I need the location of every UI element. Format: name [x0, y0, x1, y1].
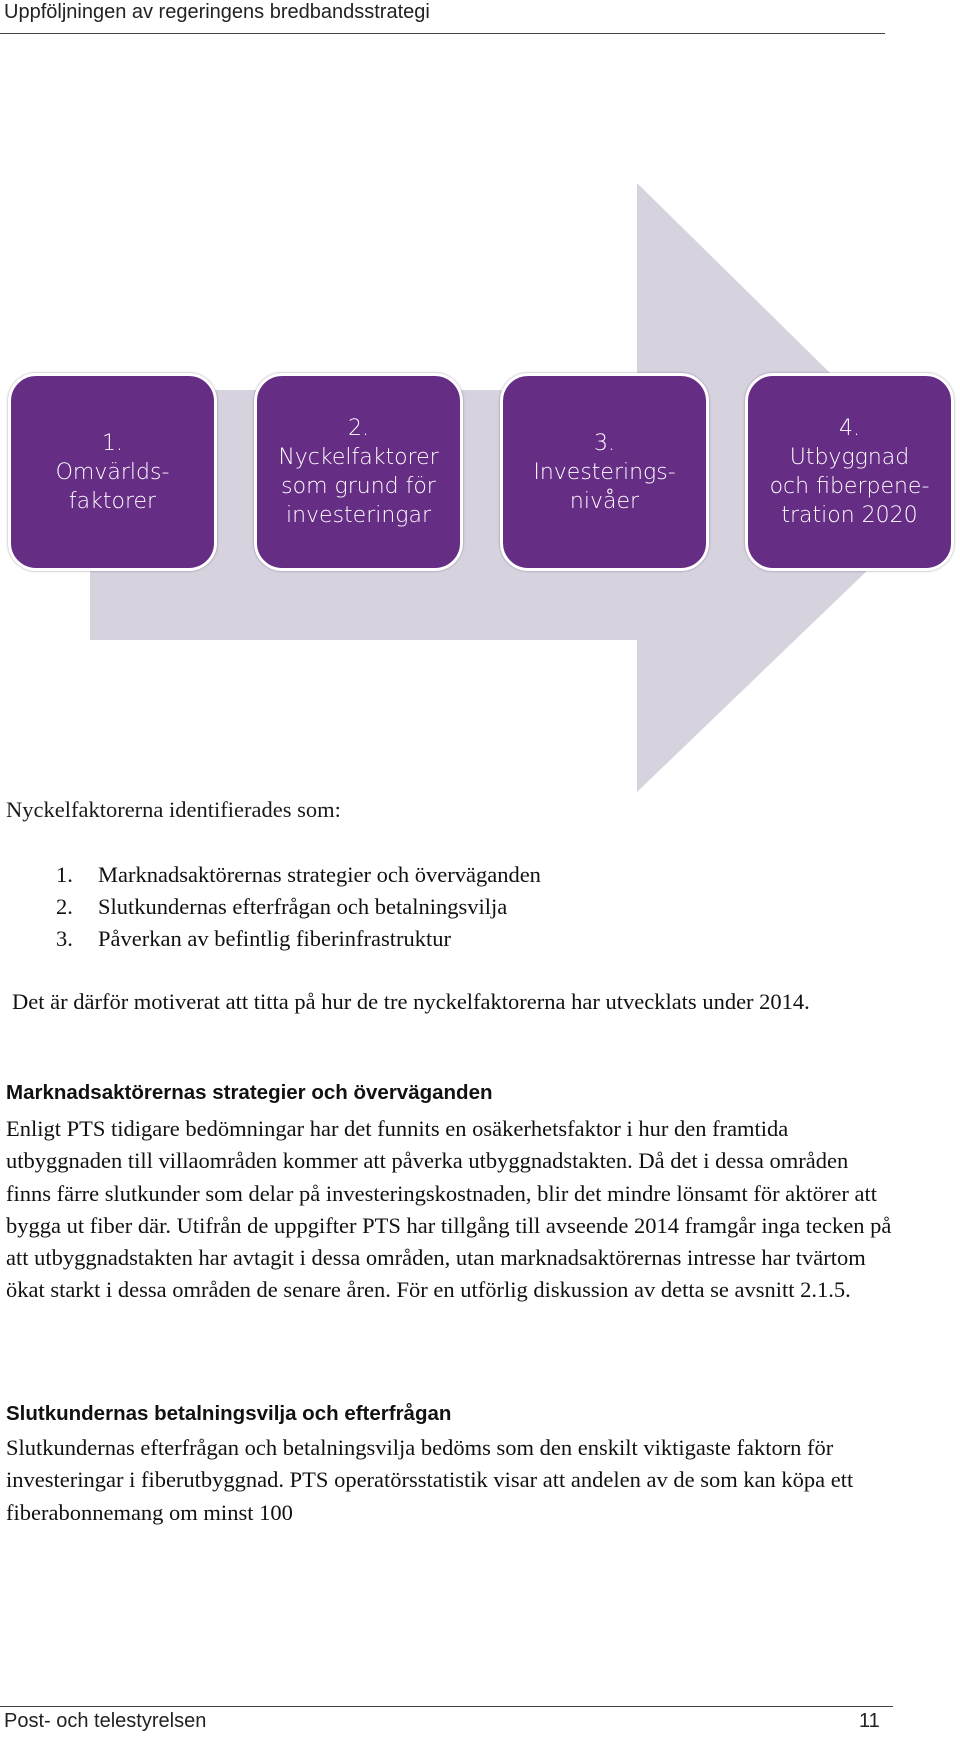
list-number: 2.	[56, 894, 73, 919]
header-divider	[0, 33, 885, 34]
section-heading: Marknadsaktörernas strategier och överväganden	[6, 1081, 493, 1104]
list-number: 1.	[56, 862, 73, 887]
section-heading: Slutkundernas betalningsvilja och efterfrågan	[6, 1402, 452, 1425]
list-text: Slutkundernas efterfrågan och betalningsvilja	[98, 894, 508, 919]
process-diagram	[0, 175, 960, 795]
list-item	[56, 923, 541, 955]
step-2-label: 2. Nyckelfaktorer som grund för investeringar	[278, 416, 439, 528]
page-number: 11	[859, 1710, 880, 1732]
step-2-box	[254, 373, 463, 571]
step-4-box	[745, 373, 954, 571]
step-3-box	[500, 373, 709, 571]
list-number: 3.	[56, 926, 73, 951]
motivation-paragraph: Det är därför motiverat att titta på hur de tre nyckelfaktorerna har utvecklats under 2014.	[12, 989, 810, 1014]
list-item	[56, 891, 541, 923]
step-4-label: 4. Utbyggnad och fiberpene- tration 2020	[769, 416, 930, 528]
list-item	[56, 859, 541, 891]
footer-organization: Post- och telestyrelsen	[4, 1710, 207, 1732]
section-body: Enligt PTS tidigare bedömningar har det funnits en osäkerhetsfaktor i hur den framtida utbyggnaden till villaområden kommer att påverka utbyggnadstakten. Då det i dessa områden finns färre slutkunder som delar på investeringskostnaden, blir det mindre lönsamt för aktörer att bygga ut fiber där. Utifrån de uppgifter PTS har tillgång till avseende 2014 framgår inga tecken på att utbyggnadstakten har avtagit i dessa områden, utan marknadsaktörernas intresse har tvärtom ökat starkt i dessa områden de senare åren. För en utförlig diskussion av detta se avsnitt 2.1.5.	[6, 1116, 892, 1303]
intro-text: Nyckelfaktorerna identifierades som:	[6, 797, 341, 822]
step-1-box	[8, 373, 217, 571]
key-factors-list	[56, 859, 541, 955]
list-text: Marknadsaktörernas strategier och överväganden	[98, 862, 541, 887]
footer-divider	[0, 1706, 893, 1707]
section-body: Slutkundernas efterfrågan och betalningsvilja bedöms som den enskilt viktigaste faktorn för investeringar i fiberutbyggnad. PTS operatörsstatistik visar att andelen av de som kan köpa ett fiberabonnemang om minst 100	[6, 1435, 854, 1525]
step-3-label: 3. Investerings- nivåer	[533, 430, 676, 514]
list-text: Påverkan av befintlig fiberinfrastruktur	[98, 926, 452, 951]
step-1-label: 1. Omvärlds- faktorer	[55, 430, 170, 514]
running-header: Uppföljningen av regeringens bredbandsstrategi	[4, 1, 430, 23]
